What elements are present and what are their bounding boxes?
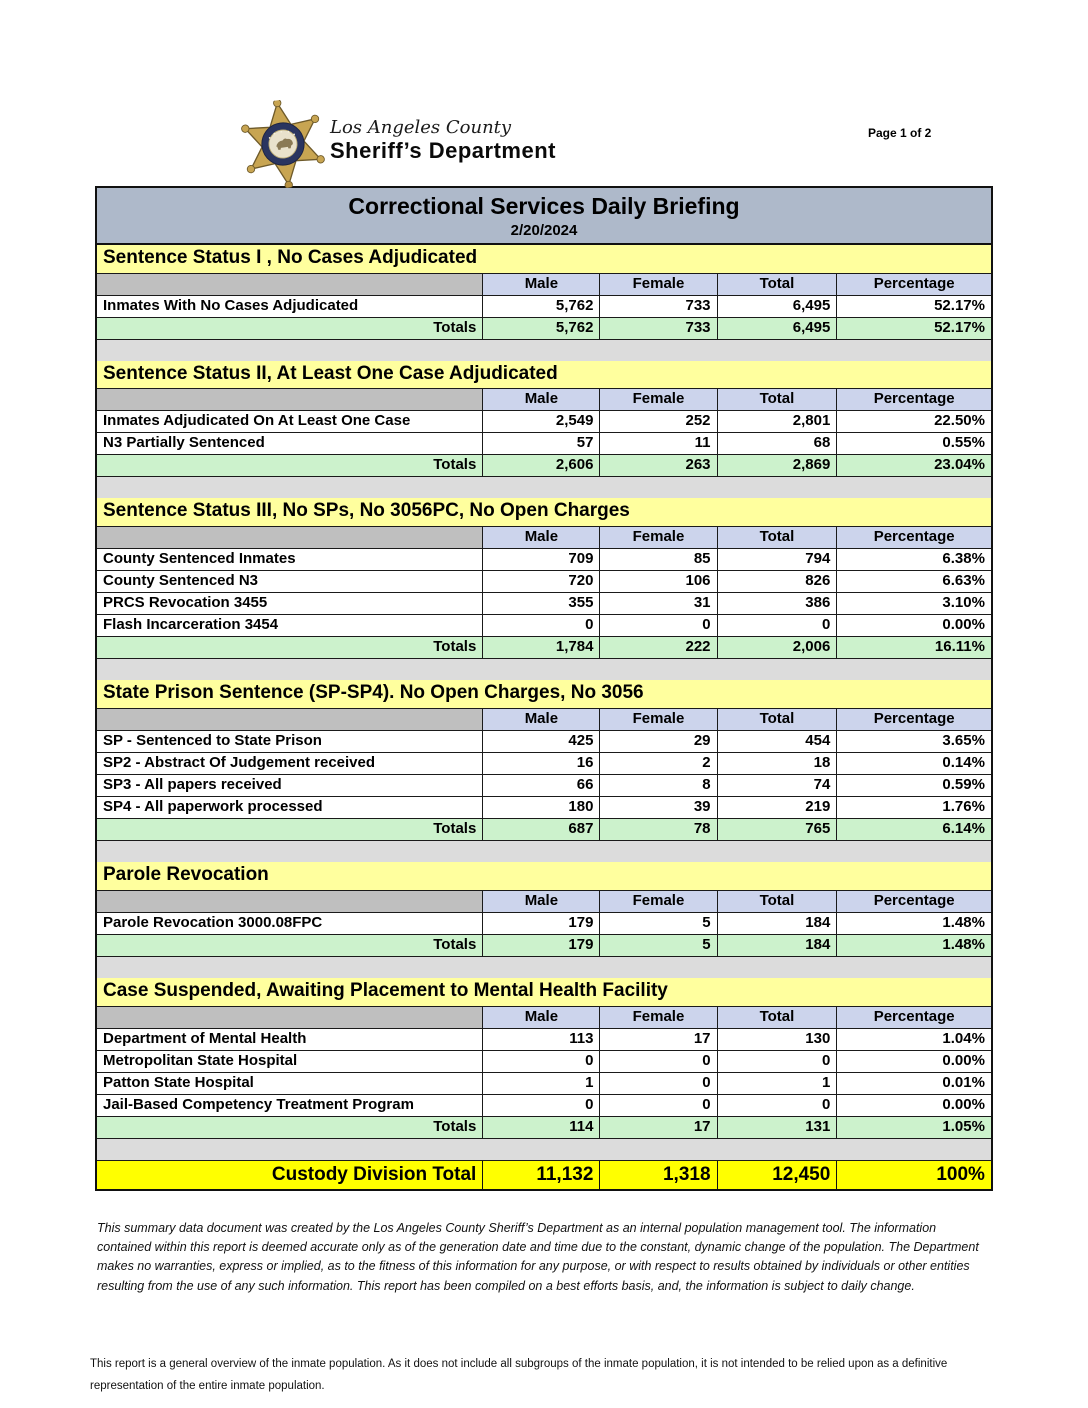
data-row [97,797,991,819]
report-title: Correctional Services Daily Briefing [348,193,740,219]
cell-total: 0 [717,1095,837,1116]
cell-total: 794 [717,549,837,570]
cell-male: 5,762 [482,296,599,317]
section-title: State Prison Sentence (SP-SP4). No Open Charges, No 3056 [97,680,991,709]
cell-female: 29 [599,731,716,752]
cell-male: 114 [482,1117,599,1138]
cell-total: 74 [717,775,837,796]
row-label: N3 Partially Sentenced [97,433,482,454]
cell-percentage: 0.59% [836,775,991,796]
column-header-percentage: Percentage [836,527,991,548]
cell-male: 5,762 [482,318,599,339]
column-header-male: Male [482,527,599,548]
cell-male: 113 [482,1029,599,1050]
cell-total: 2,869 [717,455,837,476]
data-row [97,1095,991,1117]
cell-male: 0 [482,1051,599,1072]
cell-male: 179 [482,935,599,956]
column-header-row [97,891,991,913]
report-section [97,361,991,478]
column-header-female: Female [599,1007,716,1028]
custody-division-total-row [97,1160,991,1189]
column-header-total: Total [717,389,837,410]
cell-total: 2,006 [717,637,837,658]
totals-row [97,935,991,957]
totals-row [97,455,991,477]
grand-total-percentage: 100% [836,1161,991,1189]
totals-row [97,1117,991,1139]
cell-total: 6,495 [717,296,837,317]
cell-female: 0 [599,1095,716,1116]
page-number-label: Page 1 of 2 [868,126,932,140]
cell-total: 184 [717,913,837,934]
cell-percentage: 16.11% [836,637,991,658]
row-label: Totals [97,935,482,956]
cell-percentage: 22.50% [836,411,991,432]
data-row [97,775,991,797]
cell-percentage: 6.14% [836,819,991,840]
cell-percentage: 52.17% [836,318,991,339]
section-title: Sentence Status I , No Cases Adjudicated [97,245,991,274]
column-header-row [97,527,991,549]
cell-male: 1 [482,1073,599,1094]
column-header-female: Female [599,274,716,295]
cell-male: 0 [482,615,599,636]
cell-percentage: 0.00% [836,1051,991,1072]
column-header-total: Total [717,274,837,295]
data-row [97,411,991,433]
cell-total: 826 [717,571,837,592]
section-rows [97,411,991,477]
cell-percentage: 52.17% [836,296,991,317]
data-row [97,731,991,753]
column-header-spacer-cell [97,709,482,730]
cell-female: 0 [599,615,716,636]
totals-row [97,318,991,340]
sheriff-logo [233,100,333,188]
cell-female: 2 [599,753,716,774]
cell-percentage: 0.55% [836,433,991,454]
cell-total: 765 [717,819,837,840]
totals-row [97,637,991,659]
column-header-female: Female [599,709,716,730]
report-section [97,978,991,1139]
cell-total: 219 [717,797,837,818]
row-label: Totals [97,1117,482,1138]
data-row [97,1051,991,1073]
column-header-total: Total [717,709,837,730]
cell-male: 687 [482,819,599,840]
column-header-row [97,709,991,731]
data-row [97,296,991,318]
column-header-total: Total [717,527,837,548]
cell-female: 733 [599,318,716,339]
section-rows [97,731,991,841]
column-header-percentage: Percentage [836,1007,991,1028]
row-label: Department of Mental Health [97,1029,482,1050]
data-row [97,913,991,935]
row-label: County Sentenced Inmates [97,549,482,570]
data-row [97,593,991,615]
agency-county-line: Los Angeles County [330,117,512,138]
cell-male: 180 [482,797,599,818]
cell-female: 222 [599,637,716,658]
column-header-female: Female [599,527,716,548]
row-label: Totals [97,637,482,658]
column-header-male: Male [482,274,599,295]
row-label: Totals [97,819,482,840]
cell-total: 1 [717,1073,837,1094]
column-header-spacer-cell [97,389,482,410]
cell-male: 2,549 [482,411,599,432]
data-row [97,753,991,775]
row-label: Patton State Hospital [97,1073,482,1094]
column-header-spacer-cell [97,274,482,295]
report-section [97,245,991,340]
cell-percentage: 23.04% [836,455,991,476]
cell-percentage: 0.00% [836,615,991,636]
row-label: PRCS Revocation 3455 [97,593,482,614]
section-rows [97,296,991,340]
cell-male: 0 [482,1095,599,1116]
cell-total: 0 [717,1051,837,1072]
row-label: SP3 - All papers received [97,775,482,796]
cell-percentage: 3.65% [836,731,991,752]
cell-female: 263 [599,455,716,476]
row-label: County Sentenced N3 [97,571,482,592]
column-header-row [97,389,991,411]
cell-female: 0 [599,1051,716,1072]
report-date: 2/20/2024 [510,221,578,239]
row-label: Metropolitan State Hospital [97,1051,482,1072]
grand-total-male: 11,132 [482,1161,599,1189]
row-label: SP2 - Abstract Of Judgement received [97,753,482,774]
cell-percentage: 1.05% [836,1117,991,1138]
section-title: Case Suspended, Awaiting Placement to Mental Health Facility [97,978,991,1007]
cell-total: 184 [717,935,837,956]
cell-total: 454 [717,731,837,752]
column-header-male: Male [482,891,599,912]
footnote-text: This report is a general overview of the inmate population. As it does not include all subgroups of the inmate population, it is not intended to be relied upon as a definitive representation of the entire inmate population. [90,1358,948,1393]
cell-female: 17 [599,1029,716,1050]
daily-briefing-report [95,186,993,1191]
cell-male: 1,784 [482,637,599,658]
report-section [97,680,991,841]
data-row [97,1073,991,1095]
section-rows [97,913,991,957]
column-header-female: Female [599,891,716,912]
cell-female: 106 [599,571,716,592]
cell-female: 252 [599,411,716,432]
cell-male: 2,606 [482,455,599,476]
data-row [97,615,991,637]
cell-percentage: 0.00% [836,1095,991,1116]
cell-total: 18 [717,753,837,774]
column-header-total: Total [717,1007,837,1028]
column-header-percentage: Percentage [836,891,991,912]
disclaimer-text: This summary data document was created by the Los Angeles County Sheriff’s Department as an internal population management tool. The information contained within this report is deemed accurate only as of the generation date and time due to the constant, dynamic change of the population. The Department makes no warranties, express or implied, as to the fitness of this information for any purpose, or with respect to results obtained by individuals or other entities resulting from the use of any such information. This report has been compiled on a best efforts basis, and, the information is subject to daily change. [97,1220,979,1293]
cell-female: 0 [599,1073,716,1094]
cell-total: 2,801 [717,411,837,432]
cell-percentage: 6.63% [836,571,991,592]
column-header-percentage: Percentage [836,389,991,410]
column-header-male: Male [482,389,599,410]
cell-total: 386 [717,593,837,614]
report-title-bar [97,188,991,245]
cell-female: 31 [599,593,716,614]
cell-total: 0 [717,615,837,636]
cell-female: 39 [599,797,716,818]
row-label: Inmates With No Cases Adjudicated [97,296,482,317]
cell-total: 130 [717,1029,837,1050]
column-header-spacer-cell [97,1007,482,1028]
cell-male: 16 [482,753,599,774]
cell-percentage: 0.14% [836,753,991,774]
cell-total: 6,495 [717,318,837,339]
cell-male: 720 [482,571,599,592]
cell-percentage: 1.48% [836,913,991,934]
data-row [97,571,991,593]
column-header-spacer-cell [97,527,482,548]
cell-male: 179 [482,913,599,934]
cell-female: 17 [599,1117,716,1138]
cell-female: 8 [599,775,716,796]
column-header-male: Male [482,709,599,730]
row-label: Flash Incarceration 3454 [97,615,482,636]
row-label: Jail-Based Competency Treatment Program [97,1095,482,1116]
agency-department-line: Sheriff’s Department [330,137,556,163]
row-label: SP - Sentenced to State Prison [97,731,482,752]
sheriff-star-badge-icon [227,93,338,194]
cell-percentage: 1.48% [836,935,991,956]
row-label: Inmates Adjudicated On At Least One Case [97,411,482,432]
cell-male: 355 [482,593,599,614]
cell-female: 78 [599,819,716,840]
cell-percentage: 0.01% [836,1073,991,1094]
grand-total-total: 12,450 [717,1161,837,1189]
cell-percentage: 3.10% [836,593,991,614]
cell-female: 733 [599,296,716,317]
cell-female: 5 [599,935,716,956]
cell-percentage: 1.76% [836,797,991,818]
column-header-percentage: Percentage [836,709,991,730]
cell-total: 68 [717,433,837,454]
cell-female: 5 [599,913,716,934]
column-header-female: Female [599,389,716,410]
section-title: Sentence Status III, No SPs, No 3056PC, No Open Charges [97,498,991,527]
column-header-total: Total [717,891,837,912]
row-label: Totals [97,455,482,476]
column-header-percentage: Percentage [836,274,991,295]
column-header-row [97,274,991,296]
cell-male: 709 [482,549,599,570]
grand-total-female: 1,318 [599,1161,716,1189]
report-sections [97,245,991,1139]
section-title: Parole Revocation [97,862,991,891]
cell-female: 85 [599,549,716,570]
column-header-row [97,1007,991,1029]
column-header-spacer-cell [97,891,482,912]
section-rows [97,1029,991,1139]
cell-male: 425 [482,731,599,752]
totals-row [97,819,991,841]
section-title: Sentence Status II, At Least One Case Adjudicated [97,361,991,390]
cell-percentage: 6.38% [836,549,991,570]
cell-male: 66 [482,775,599,796]
cell-female: 11 [599,433,716,454]
row-label: Totals [97,318,482,339]
cell-total: 131 [717,1117,837,1138]
report-section [97,862,991,957]
agency-name [330,118,556,163]
section-rows [97,549,991,659]
report-section [97,498,991,659]
cell-male: 57 [482,433,599,454]
row-label: SP4 - All paperwork processed [97,797,482,818]
grand-total-label: Custody Division Total [97,1161,482,1189]
data-row [97,433,991,455]
data-row [97,1029,991,1051]
column-header-male: Male [482,1007,599,1028]
masthead [0,0,1088,186]
cell-percentage: 1.04% [836,1029,991,1050]
row-label: Parole Revocation 3000.08FPC [97,913,482,934]
data-row [97,549,991,571]
